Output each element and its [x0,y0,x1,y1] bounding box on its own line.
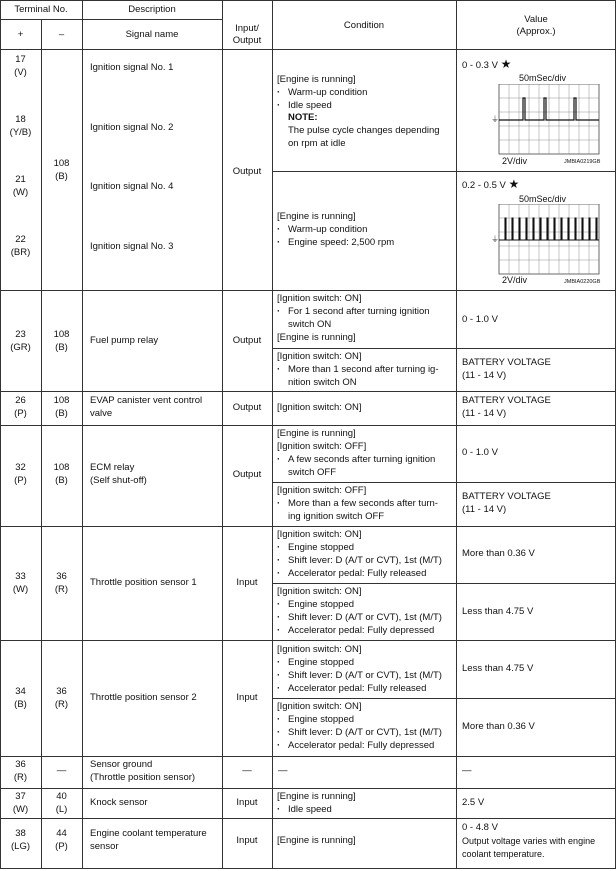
condition-text: — [278,765,288,776]
condition-text: ing ignition switch OFF [288,511,385,522]
figure-code: JMBIA0219GB [564,159,601,165]
terminal-18: 18 [15,114,26,125]
condition-bullet: · Shift lever: D (A/T or CVT), 1st (M/T) [277,555,442,568]
terminal-17-color: (V) [14,67,27,78]
value-text: 0 - 4.8 V [462,822,498,833]
condition-bullet: · Engine stopped [277,657,354,670]
terminal-number: 33 [15,571,26,582]
signal-name: (Self shut-off) [90,475,147,486]
value-text: Less than 4.75 V [462,663,534,674]
svg-text:⏚: ⏚ [491,235,499,244]
ground-terminal: — [56,765,67,776]
header-io-line1: Input/ [235,23,259,34]
terminal-color: (R) [13,772,28,783]
condition-text: switch ON [288,319,332,330]
signal-name: Throttle position sensor 1 [90,577,197,588]
condition-text: [Engine is running] [277,332,356,343]
signal-name: Sensor ground [90,759,153,770]
condition-bullet: · Shift lever: D (A/T or CVT), 1st (M/T) [277,670,442,683]
value-text: — [462,765,472,776]
condition-bullet: · Shift lever: D (A/T or CVT), 1st (M/T) [277,727,442,740]
ground-terminal: 108 [53,395,70,406]
condition-bullet: · Warm-up condition [277,224,367,237]
io-label: Input [236,797,258,808]
value-text: coolant temperature. [462,849,545,859]
value-text: 0 - 1.0 V [462,314,498,325]
terminal-17: 17 [15,54,26,65]
signal-name: Ignition signal No. 2 [90,122,174,133]
header-plus: + [17,29,24,40]
signal-name: Knock sensor [90,797,148,808]
terminal-number: 34 [15,686,26,697]
value-text: Less than 4.75 V [462,606,534,617]
ground-terminal: 108 [53,329,70,340]
terminal-color: (P) [14,475,27,486]
scope-time-div: 50mSec/div [519,194,567,204]
condition-bullet: · Idle speed [277,804,332,817]
note-text: The pulse cycle changes depending [288,125,440,136]
value-text: (11 - 14 V) [462,370,507,381]
ground-terminal-color: (L) [55,804,68,815]
value-text: More than 0.36 V [462,721,535,732]
note-label: NOTE: [288,112,318,123]
oscilloscope-waveform-2500rpm [490,204,602,276]
io-label: Output [232,166,262,177]
signal-name: Engine coolant temperature [90,828,207,839]
value-text: BATTERY VOLTAGE [462,357,551,368]
value-text: (11 - 14 V) [462,408,507,419]
condition-text: [Engine is running] [277,835,356,846]
value-text: BATTERY VOLTAGE [462,395,551,406]
terminal-18-color: (Y/B) [9,127,32,138]
header-signal-name: Signal name [125,29,179,40]
signal-name: (Throttle position sensor) [90,772,196,783]
condition-text: [Ignition switch: ON] [277,402,362,413]
ground-terminal: 36 [56,686,67,697]
condition-text: switch OFF [288,467,337,478]
terminal-number: 36 [15,759,26,770]
condition-bullet: · Idle speed [277,100,332,113]
condition-bullet: · Accelerator pedal: Fully released [277,568,426,581]
io-label: Output [232,469,262,480]
condition-text: [Engine is running] [277,74,356,85]
condition-text: [Ignition switch: ON] [277,293,362,304]
terminal-number: 37 [15,791,26,802]
header-description: Description [128,4,176,15]
signal-name: ECM relay [90,462,135,473]
signal-name: valve [90,408,113,419]
ground-terminal-color: (B) [55,171,68,182]
header-io-line2: Output [232,35,262,46]
condition-bullet: · Accelerator pedal: Fully released [277,683,426,696]
condition-bullet: · Shift lever: D (A/T or CVT), 1st (M/T) [277,612,442,625]
terminal-color: (W) [12,584,29,595]
ground-terminal: 44 [56,828,67,839]
ground-terminal-color: (P) [55,841,68,852]
signal-name: Fuel pump relay [90,335,159,346]
terminal-number: 32 [15,462,26,473]
signal-name: Throttle position sensor 2 [90,692,197,703]
ground-terminal-color: (R) [54,584,69,595]
figure-code: JMBIA0220GB [564,279,601,285]
value-text: 0 - 0.3 V ★ [462,57,512,71]
ground-terminal: 108 [53,462,70,473]
condition-text: [Engine is running] [277,791,356,802]
terminal-number: 26 [15,395,26,406]
header-value-line1: Value [524,14,548,25]
io-label: Output [232,335,262,346]
condition-text: [Ignition switch: ON] [277,701,362,712]
io-label: — [242,765,252,776]
ground-terminal: 108 [53,158,70,169]
condition-bullet: · Engine stopped [277,714,354,727]
scope-time-div: 50mSec/div [519,73,567,83]
condition-text: [Ignition switch: ON] [277,586,362,597]
condition-text: [Ignition switch: ON] [277,351,362,362]
io-label: Input [236,835,258,846]
note-text: on rpm at idle [288,138,346,149]
signal-name: Ignition signal No. 3 [90,241,174,252]
ground-terminal-color: (B) [55,342,68,353]
condition-bullet: · More than 1 second after turning ig- [277,364,439,377]
condition-text: [Ignition switch: OFF] [277,485,367,496]
terminal-color: (P) [14,408,27,419]
signal-name: Ignition signal No. 1 [90,62,174,73]
header-terminal-no: Terminal No. [14,4,68,15]
terminal-number: 38 [15,828,26,839]
value-text: BATTERY VOLTAGE [462,491,551,502]
terminal-color: (LG) [11,841,30,852]
value-text: 0.2 - 0.5 V ★ [462,177,520,191]
oscilloscope-waveform-idle [490,84,602,156]
ground-terminal: 40 [56,791,67,802]
star-icon: ★ [508,177,520,191]
condition-text: [Engine is running] [277,211,356,222]
condition-text: [Ignition switch: ON] [277,529,362,540]
star-icon: ★ [500,57,512,71]
signal-name: Ignition signal No. 4 [90,181,174,192]
ground-terminal-color: (B) [55,408,68,419]
header-minus: – [58,29,65,40]
io-label: Input [236,692,258,703]
condition-bullet: · A few seconds after turning ignition [277,454,435,467]
ground-terminal-color: (B) [55,475,68,486]
condition-text: [Engine is running] [277,428,356,439]
terminal-21: 21 [15,174,26,185]
terminal-number: 23 [15,329,26,340]
condition-text: nition switch ON [288,377,357,388]
io-label: Input [236,577,258,588]
terminal-22-color: (BR) [10,247,31,258]
condition-bullet: · For 1 second after turning ignition [277,306,430,319]
condition-text: [Ignition switch: OFF] [277,441,367,452]
value-text: 2.5 V [462,797,485,808]
condition-bullet: · Accelerator pedal: Fully depressed [277,740,434,753]
condition-bullet: · Engine stopped [277,542,354,555]
ground-terminal: 36 [56,571,67,582]
signal-name: EVAP canister vent control [90,395,203,406]
header-value-line2: (Approx.) [516,26,556,37]
value-text: (11 - 14 V) [462,504,507,515]
terminal-22: 22 [15,234,26,245]
condition-bullet: · More than a few seconds after turn- [277,498,438,511]
io-label: Output [232,402,262,413]
value-text: Output voltage varies with engine [462,836,596,846]
terminal-color: (W) [12,804,29,815]
svg-text:⏚: ⏚ [491,115,499,124]
condition-bullet: · Warm-up condition [277,87,367,100]
scope-volt-div: 2V/div [502,275,528,285]
terminal-color: (GR) [10,342,31,353]
value-text: 0 - 1.0 V [462,447,498,458]
header-condition: Condition [343,20,385,31]
condition-text: [Ignition switch: ON] [277,644,362,655]
terminal-color: (B) [14,699,27,710]
scope-volt-div: 2V/div [502,156,528,166]
signal-name: sensor [90,841,119,852]
condition-bullet: · Accelerator pedal: Fully depressed [277,625,434,638]
condition-bullet: · Engine stopped [277,599,354,612]
condition-bullet: · Engine speed: 2,500 rpm [277,237,394,250]
terminal-21-color: (W) [12,187,29,198]
value-text: More than 0.36 V [462,548,535,559]
ground-terminal-color: (R) [54,699,69,710]
